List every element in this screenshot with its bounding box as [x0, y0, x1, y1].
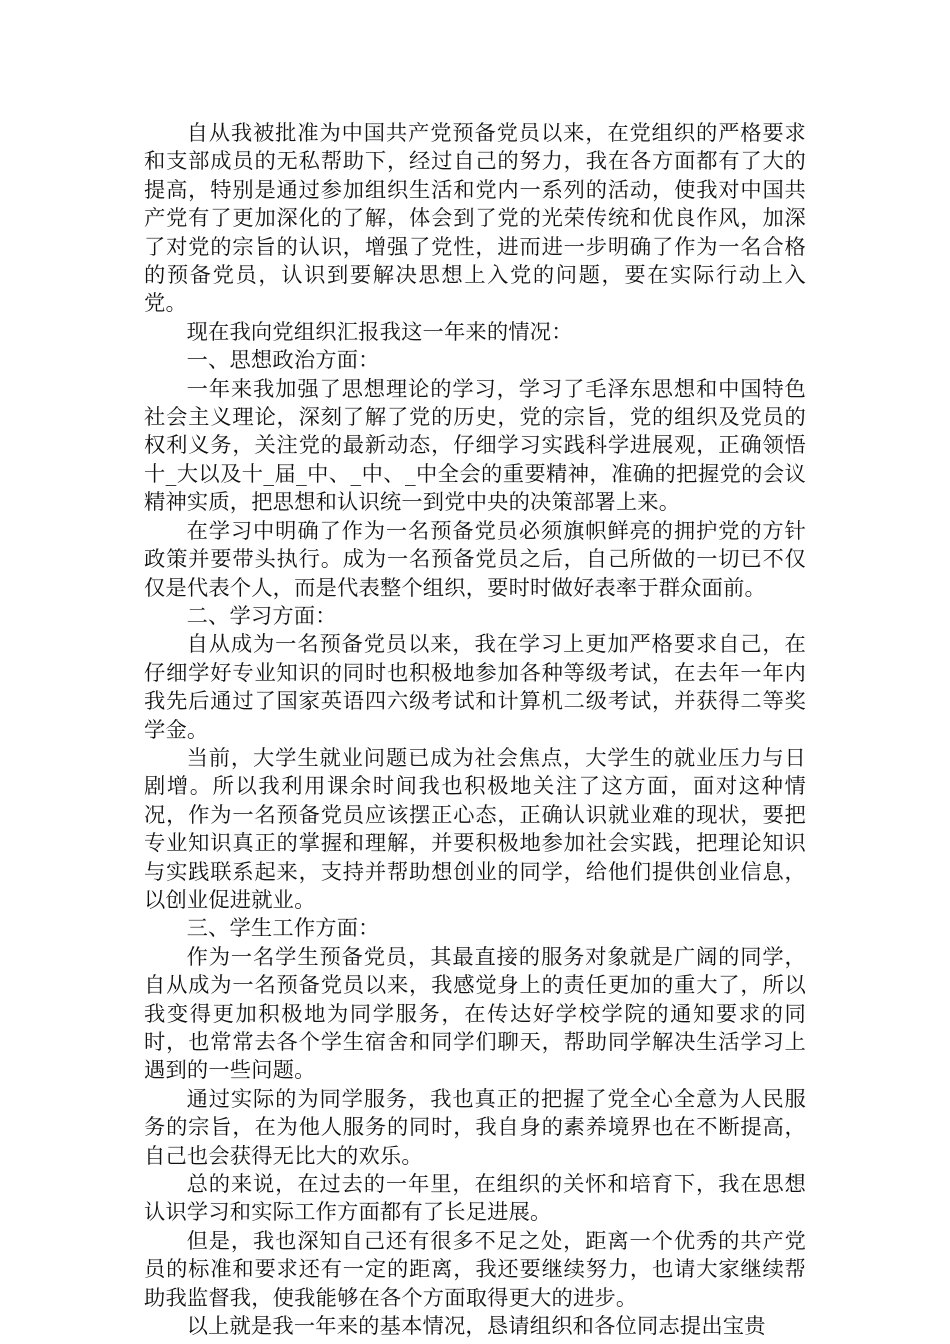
paragraph-ideology-study: 一年来我加强了思想理论的学习，学习了毛泽东思想和中国特色社会主义理论，深刻了解了党的历史，党的宗旨，党的组织及党员的权利义务，关注党的最新动态，仔细学习实践科学进展观，正确领悟十_大以及十_届_中、_中、_中全会的重要精神，准确的把握党的会议精神实质，把思想和认识统一到党中央的决策部署上来。 [144, 376, 806, 516]
section-heading-student-work: 三、学生工作方面： [186, 916, 380, 942]
paragraph-ideology-policy: 在学习中明确了作为一名预备党员必须旗帜鲜亮的拥护党的方针政策并要带头执行。成为一名预备党员之后，自己所做的一切已不仅仅是代表个人，而是代表整个组织，要时时做好表率于群众面前。 [144, 518, 806, 601]
paragraph-student-work-service: 作为一名学生预备党员，其最直接的服务对象就是广阔的同学，自从成为一名预备党员以来，我感觉身上的责任更加的重大了，所以我变得更加积极地为同学服务，在传达好学校学院的通知要求的同时，也常常去各个学生宿舍和同学们聊天，帮助同学解决生活学习上遇到的一些问题。 [144, 944, 806, 1084]
paragraph-study-employment: 当前，大学生就业问题已成为社会焦点，大学生的就业压力与日剧增。所以我利用课余时间我也积极地关注了这方面，面对这种情况，作为一名预备党员应该摆正心态，正确认识就业难的现状，要把专业知识真正的掌握和理解，并要积极地参加社会实践，把理论知识与实践联系起来，支持并帮助想创业的同学，给他们提供创业信息，以创业促进就业。 [144, 745, 806, 913]
paragraph-student-work-purpose: 通过实际的为同学服务，我也真正的把握了党全心全意为人民服务的宗旨，在为他人服务的同时，我自身的素养境界也在不断提高，自己也会获得无比大的欢乐。 [144, 1086, 806, 1169]
paragraph-study-exams: 自从成为一名预备党员以来，我在学习上更加严格要求自己，在仔细学好专业知识的同时也积极地参加各种等级考试，在去年一年内我先后通过了国家英语四六级考试和计算机二级考试，并获得二等奖学金。 [144, 632, 806, 743]
section-heading-ideology: 一、思想政治方面： [186, 348, 380, 374]
paragraph-shortcomings: 但是，我也深知自己还有很多不足之处，距离一个优秀的共产党员的标准和要求还有一定的距离，我还要继续努力，也请大家继续帮助我监督我，使我能够在各个方面取得更大的进步。 [144, 1228, 806, 1311]
section-heading-study: 二、学习方面： [186, 603, 337, 629]
paragraph-closing: 以上就是我一年来的基本情况，恳请组织和各位同志提出宝贵 [186, 1314, 766, 1340]
paragraph-report-lead: 现在我向党组织汇报我这一年来的情况： [186, 319, 573, 345]
paragraph-intro: 自从我被批准为中国共产党预备党员以来，在党组织的严格要求和支部成员的无私帮助下，经过自己的努力，我在各方面都有了大的提高，特别是通过参加组织生活和党内一系列的活动，使我对中国共产党有了更加深化的了解，体会到了党的光荣传统和优良作风，加深了对党的宗旨的认识，增强了党性，进而进一步明确了作为一名合格的预备党员，认识到要解决思想上入党的问题，要在实际行动上入党。 [144, 121, 806, 317]
paragraph-summary: 总的来说，在过去的一年里，在组织的关怀和培育下，我在思想认识学习和实际工作方面都有了长足进展。 [144, 1172, 806, 1226]
document-body [144, 120, 806, 1341]
